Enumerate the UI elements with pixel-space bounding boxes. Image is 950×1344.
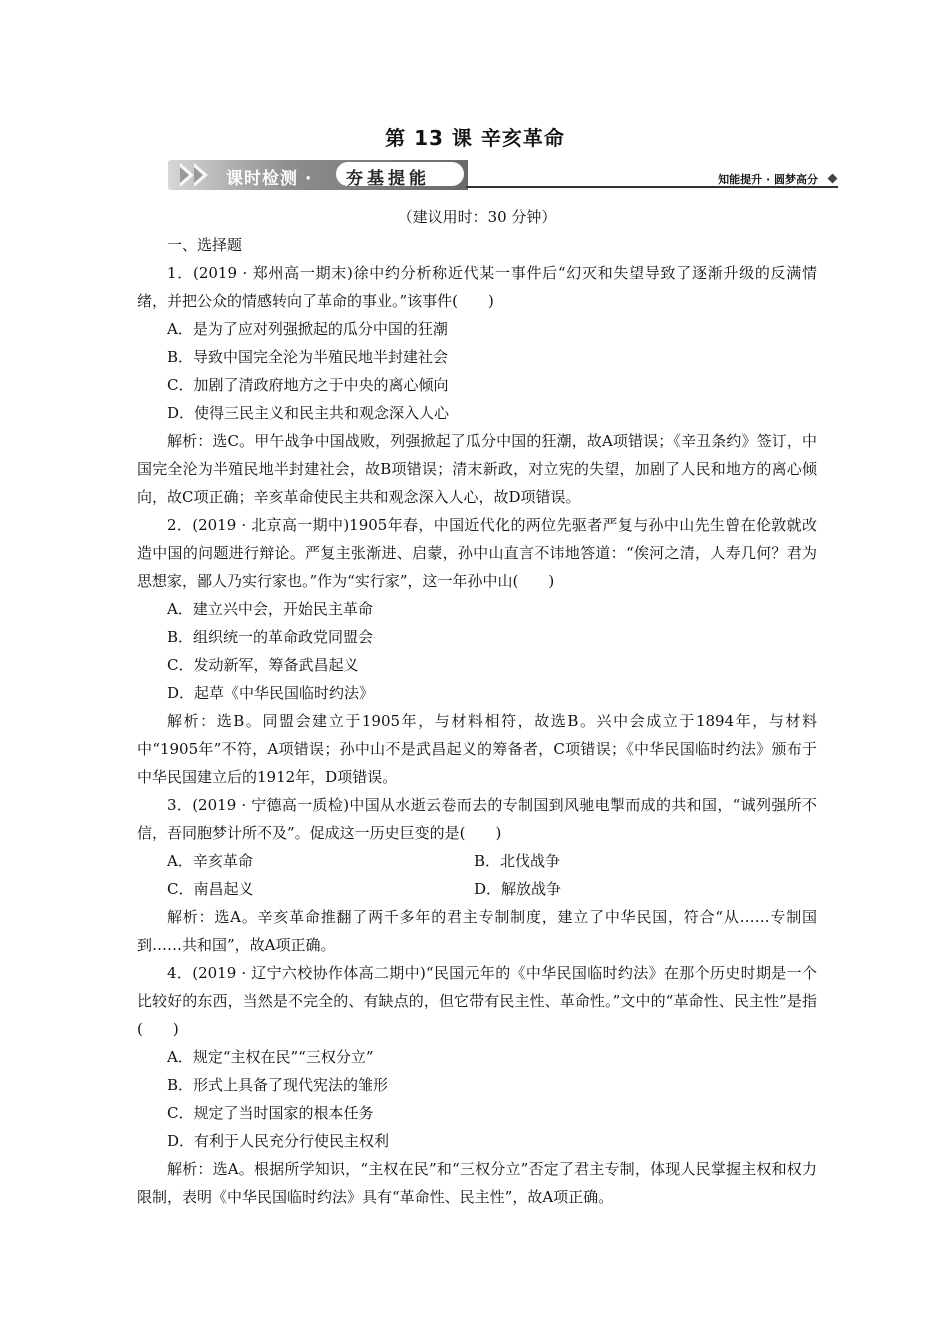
section-banner (168, 160, 838, 190)
analysis: 解析：选A。辛亥革命推翻了两千多年的君主专制制度，建立了中华民国，符合“从……专制国到……共和国”，故A项正确。 (137, 908, 817, 954)
analysis: 解析：选A。根据所学知识，“主权在民”和“三权分立”否定了君主专制，体现人民掌握主权和权力限制，表明《中华民国临时约法》具有“革命性、民主性”，故A项正确。 (137, 1160, 817, 1206)
option: D．使得三民主义和民主共和观念深入人心 (167, 404, 450, 422)
option: B．北伐战争 (474, 852, 561, 870)
chevron-inner-icon (180, 167, 189, 183)
page-title: 第 13 课 辛亥革命 (385, 126, 565, 150)
chevron-inner-icon (194, 167, 203, 183)
option: B．组织统一的革命政党同盟会 (167, 628, 374, 646)
time-note: （建议用时：30 分钟） (397, 208, 557, 226)
question-stem: 1．(2019 · 郑州高一期末)徐中约分析称近代某一事件后“幻灭和失望导致了逐渐升级的反满情绪，并把公众的情感转向了革命的事业。”该事件( ) (137, 264, 817, 310)
option: C．发动新军，筹备武昌起义 (167, 656, 359, 674)
question-stem: 2．(2019 · 北京高一期中)1905年春，中国近代化的两位先驱者严复与孙中山先生曾在伦敦就改造中国的问题进行辩论。严复主张渐进、启蒙，孙中山直言不讳地答道：“俟河之清，人寿几何？君为思想家，鄙人乃实行家也。”作为“实行家”，这一年孙中山( ) (137, 516, 817, 590)
banner-right-label: 知能提升 · 圆梦高分 (718, 173, 818, 186)
option: C．加剧了清政府地方之于中央的离心倾向 (167, 376, 449, 394)
banner-sub-label: 夯基提能 (346, 169, 430, 189)
option-row (137, 875, 817, 903)
option: A．建立兴中会，开始民主革命 (167, 600, 373, 618)
content (137, 203, 817, 1211)
option: C．规定了当时国家的根本任务 (167, 1104, 374, 1122)
option: D．起草《中华民国临时约法》 (167, 684, 375, 702)
option: A．规定“主权在民”“三权分立” (167, 1048, 374, 1066)
option: B．形式上具备了现代宪法的雏形 (167, 1076, 389, 1094)
option: A．辛亥革命 (167, 852, 253, 870)
question-stem: 3．(2019 · 宁德高一质检)中国从水逝云卷而去的专制国到风驰电掣而成的共和国，“诚列强所不信，吾同胞梦计所不及”。促成这一历史巨变的是( ) (137, 796, 817, 842)
option: A．是为了应对列强掀起的瓜分中国的狂潮 (167, 320, 448, 338)
option: C．南昌起义 (167, 880, 254, 898)
analysis: 解析：选B。同盟会建立于1905年，与材料相符，故选B。兴中会成立于1894年，与材料中“1905年”不符，A项错误；孙中山不是武昌起义的筹备者，C项错误；《中华民国临时约法》颁布于中华民国建立后的1912年，D项错误。 (137, 712, 817, 786)
option: D．有利于人民充分行使民主权利 (167, 1132, 390, 1150)
option: B．导致中国完全沦为半殖民地半封建社会 (167, 348, 449, 366)
analysis: 解析：选C。甲午战争中国战败，列强掀起了瓜分中国的狂潮，故A项错误；《辛丑条约》签订，中国完全沦为半殖民地半封建社会，故B项错误；清末新政，对立宪的失望，加剧了人民和地方的离心倾向，故C项正确；辛亥革命使民主共和观念深入人心，故D项错误。 (137, 432, 817, 506)
diamond-icon (828, 174, 838, 184)
question-stem: 4．(2019 · 辽宁六校协作体高二期中)“民国元年的《中华民国临时约法》在那个历史时期是一个比较好的东西，当然是不完全的、有缺点的，但它带有民主性、革命性。”文中的“革命性、民主性”是指( ) (137, 964, 817, 1038)
option-row (137, 847, 817, 875)
option: D．解放战争 (474, 880, 562, 898)
section-heading: 一、选择题 (167, 236, 243, 254)
banner-label: 课时检测 · (226, 169, 313, 189)
banner-sub-pill (336, 162, 464, 189)
